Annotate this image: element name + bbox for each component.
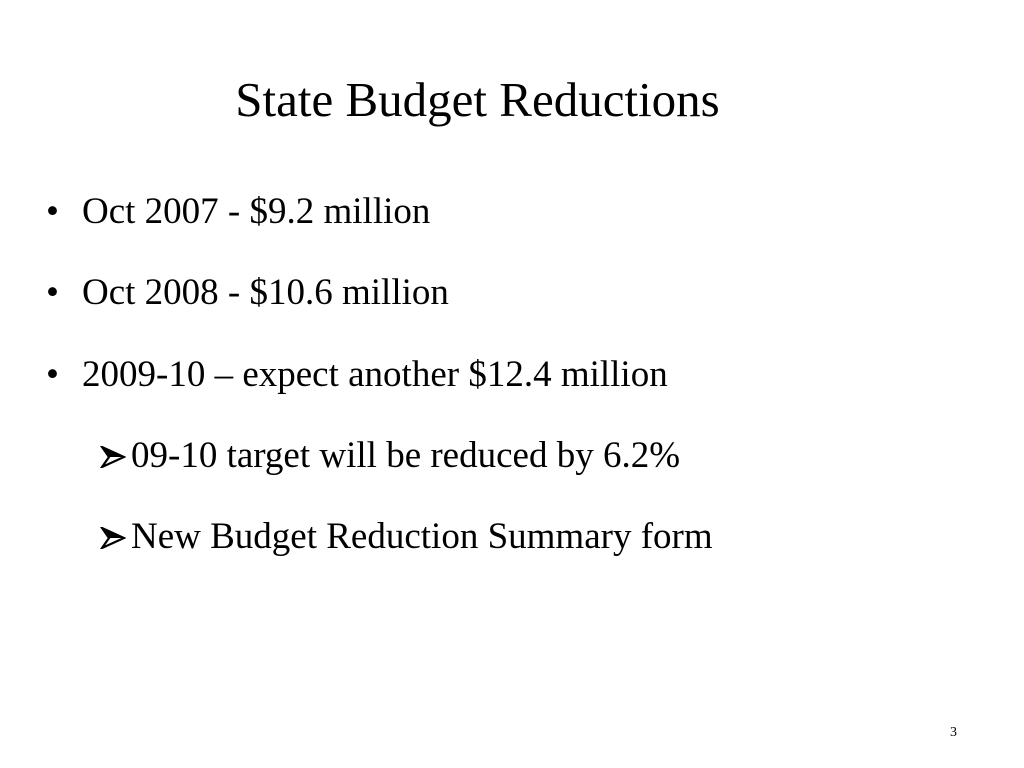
arrow-bullet-icon bbox=[100, 515, 131, 549]
sub-bullet-item bbox=[100, 515, 713, 559]
bullet-dot-icon: • bbox=[46, 272, 59, 313]
page-number: 3 bbox=[950, 725, 957, 740]
bullet-dot-icon: • bbox=[46, 354, 59, 395]
sub-bullet-text: New Budget Reduction Summary form bbox=[131, 516, 713, 557]
bullet-text: Oct 2007 - $9.2 million bbox=[82, 191, 431, 232]
bullet-dot-icon: • bbox=[46, 191, 59, 232]
arrow-bullet-icon bbox=[100, 434, 131, 468]
bullet-item bbox=[46, 271, 449, 315]
sub-bullet-item bbox=[100, 434, 680, 478]
slide-title: State Budget Reductions bbox=[235, 72, 720, 127]
bullet-item bbox=[46, 190, 430, 234]
bullet-text: Oct 2008 - $10.6 million bbox=[82, 272, 449, 313]
sub-bullet-text: 09-10 target will be reduced by 6.2% bbox=[131, 435, 681, 476]
bullet-text: 2009-10 – expect another $12.4 million bbox=[82, 354, 668, 395]
bullet-item bbox=[46, 353, 668, 397]
